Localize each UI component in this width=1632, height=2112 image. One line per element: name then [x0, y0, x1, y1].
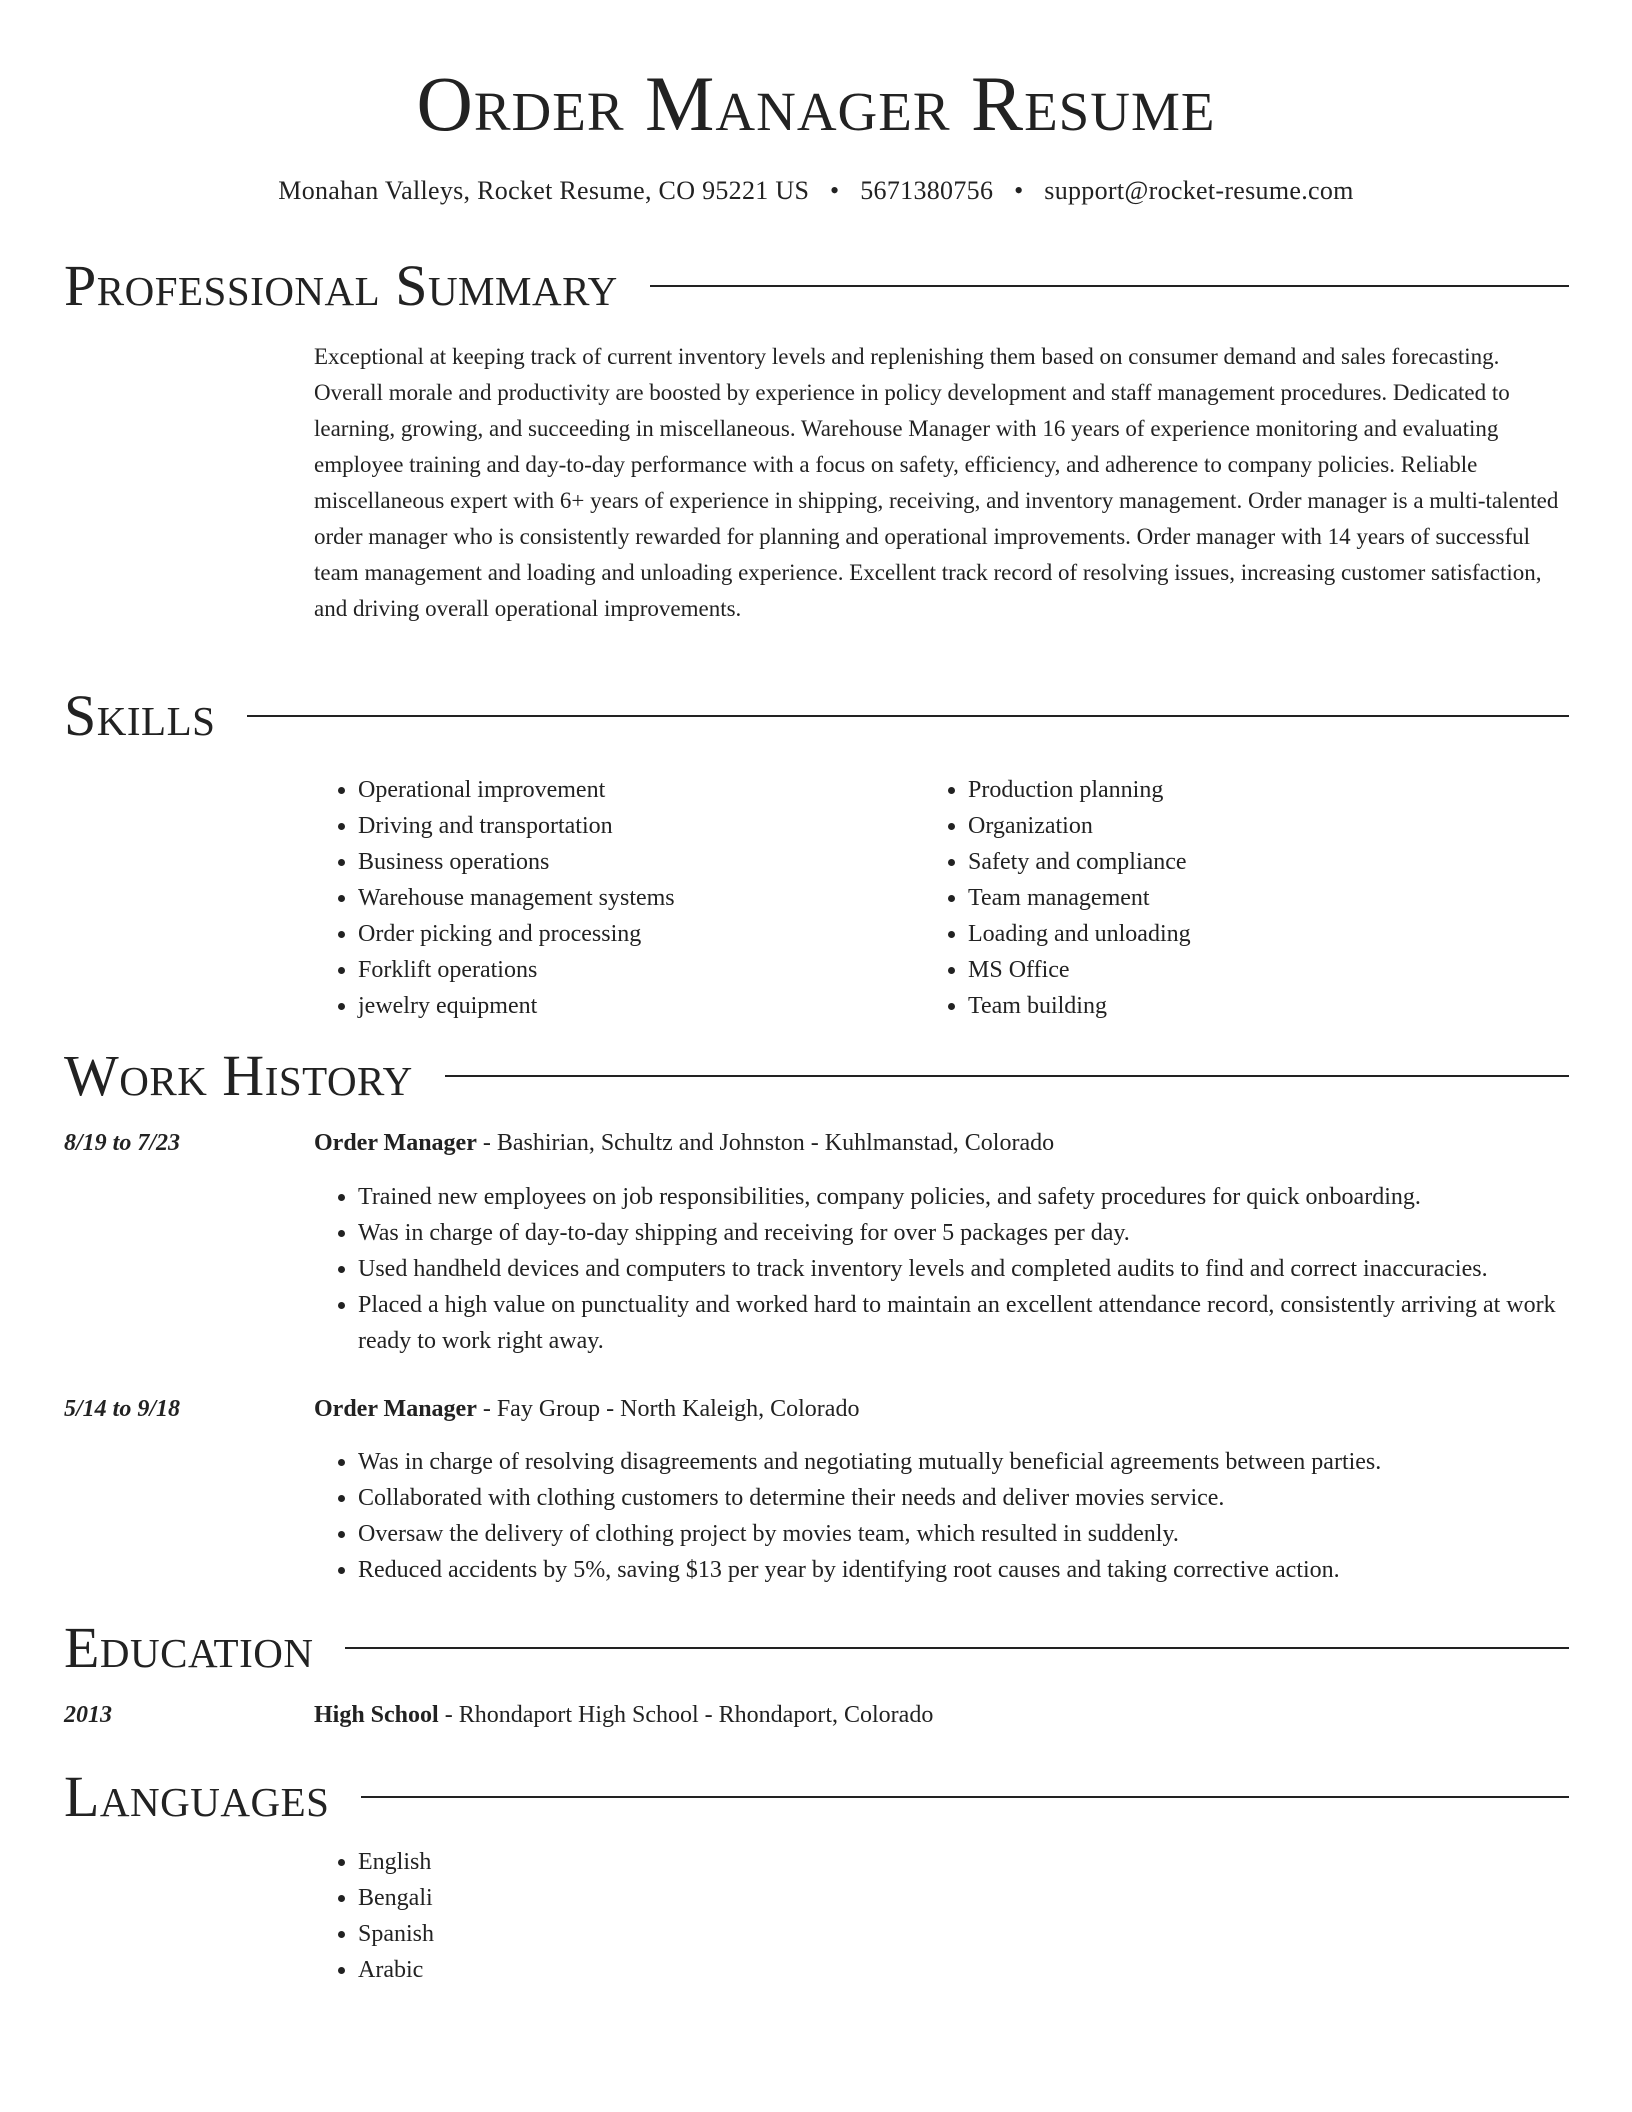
- skills-list-right: [924, 772, 1568, 1024]
- skill-item: • Production planning: [968, 772, 1568, 808]
- section-title: Professional Summary: [64, 253, 618, 318]
- skill-item: • Safety and compliance: [968, 844, 1568, 880]
- contact-phone: 5671380756: [860, 176, 994, 205]
- job-title: Order Manager: [314, 1396, 477, 1422]
- job-header: [314, 1125, 1572, 1161]
- job-bullet: • Placed a high value on punctuality and worked hard to maintain an excellent attendance record, consistently arriving at work ready to work right away.: [358, 1287, 1572, 1359]
- summary-text: Exceptional at keeping track of current inventory levels and replenishing them based on consumer demand and sales forecasting. Overall morale and productivity are boosted by experience in policy development and staff management procedures. Dedicated to learning, growing, and succeeding in miscellaneous. Warehouse Manager with 16 years of experience monitoring and evaluating employee training and day-to-day performance with a focus on safety, efficiency, and adherence to company policies. Reliable miscellaneous expert with 6+ years of experience in shipping, receiving, and inventory management. Order manager is a multi-talented order manager who is consistently rewarded for planning and operational improvements. Order manager with 14 years of successful team management and loading and unloading experience. Excellent track record of resolving issues, increasing customer satisfaction, and driving overall operational improvements.: [314, 344, 1559, 621]
- language-item: • Bengali: [358, 1880, 1572, 1916]
- section-title: Education: [64, 1615, 314, 1680]
- job-title: Order Manager: [314, 1130, 477, 1156]
- job-bullets: [314, 1444, 1572, 1588]
- education-year: 2013: [64, 1702, 112, 1728]
- skills-list-left: [314, 772, 958, 1024]
- job-bullet: • Was in charge of day-to-day shipping and receiving for over 5 packages per day.: [358, 1215, 1572, 1251]
- job-bullet: • Used handheld devices and computers to track inventory levels and completed audits to find and correct inaccuracies.: [358, 1251, 1572, 1287]
- job-bullet: • Trained new employees on job responsibilities, company policies, and safety procedures for quick onboarding.: [358, 1179, 1572, 1215]
- job-bullet: • Was in charge of resolving disagreements and negotiating mutually beneficial agreements between parties.: [358, 1444, 1572, 1480]
- job-dates: 8/19 to 7/23: [64, 1130, 181, 1156]
- skill-item: • Driving and transportation: [358, 808, 958, 844]
- skill-item: • Team management: [968, 880, 1568, 916]
- skill-item: • Warehouse management systems: [358, 880, 958, 916]
- contact-separator: •: [830, 176, 840, 205]
- contact-separator: •: [1014, 176, 1024, 205]
- skill-item: • Loading and unloading: [968, 916, 1568, 952]
- resume-title: Order Manager Resume: [416, 60, 1216, 147]
- job-bullets: [314, 1179, 1572, 1359]
- section-heading-work: [64, 1044, 1569, 1108]
- language-item: • Arabic: [358, 1952, 1572, 1988]
- job-bullet: • Collaborated with clothing customers to determine their needs and deliver movies service.: [358, 1480, 1572, 1516]
- section-heading-skills: [64, 684, 1569, 748]
- language-item: • Spanish: [358, 1916, 1572, 1952]
- skill-item: • Forklift operations: [358, 952, 958, 988]
- education-header: [314, 1697, 1572, 1733]
- section-heading-languages: [64, 1765, 1569, 1829]
- section-heading-education: [64, 1616, 1569, 1680]
- skill-item: • Order picking and processing: [358, 916, 958, 952]
- section-title: Work History: [64, 1043, 413, 1108]
- contact-email: support@rocket-resume.com: [1044, 176, 1354, 205]
- skill-item: • Business operations: [358, 844, 958, 880]
- skill-item: • MS Office: [968, 952, 1568, 988]
- skill-item: • jewelry equipment: [358, 988, 958, 1024]
- languages-list: [314, 1844, 1572, 1988]
- section-title: Skills: [64, 683, 216, 748]
- language-item: • English: [358, 1844, 1572, 1880]
- contact-line: [0, 174, 1632, 208]
- skill-item: • Operational improvement: [358, 772, 958, 808]
- section-heading-summary: [64, 254, 1569, 318]
- job-details: - Fay Group - North Kaleigh, Colorado: [476, 1396, 860, 1422]
- job-dates: 5/14 to 9/18: [64, 1396, 181, 1422]
- section-rule: [361, 1796, 1569, 1798]
- skill-item: • Team building: [968, 988, 1568, 1024]
- job-bullet: • Reduced accidents by 5%, saving $13 per year by identifying root causes and taking corrective action.: [358, 1552, 1572, 1588]
- section-rule: [445, 1075, 1569, 1077]
- contact-address: Monahan Valleys, Rocket Resume, CO 95221 US: [278, 176, 810, 205]
- education-details: - Rhondaport High School - Rhondaport, Colorado: [438, 1702, 934, 1728]
- section-title: Languages: [64, 1764, 330, 1829]
- section-rule: [247, 715, 1569, 717]
- job-header: [314, 1391, 1572, 1427]
- section-rule: [650, 285, 1569, 287]
- job-bullet: • Oversaw the delivery of clothing project by movies team, which resulted in suddenly.: [358, 1516, 1572, 1552]
- job-details: - Bashirian, Schultz and Johnston - Kuhlmanstad, Colorado: [476, 1130, 1055, 1156]
- skill-item: • Organization: [968, 808, 1568, 844]
- education-degree: High School: [314, 1702, 439, 1728]
- section-rule: [345, 1647, 1569, 1649]
